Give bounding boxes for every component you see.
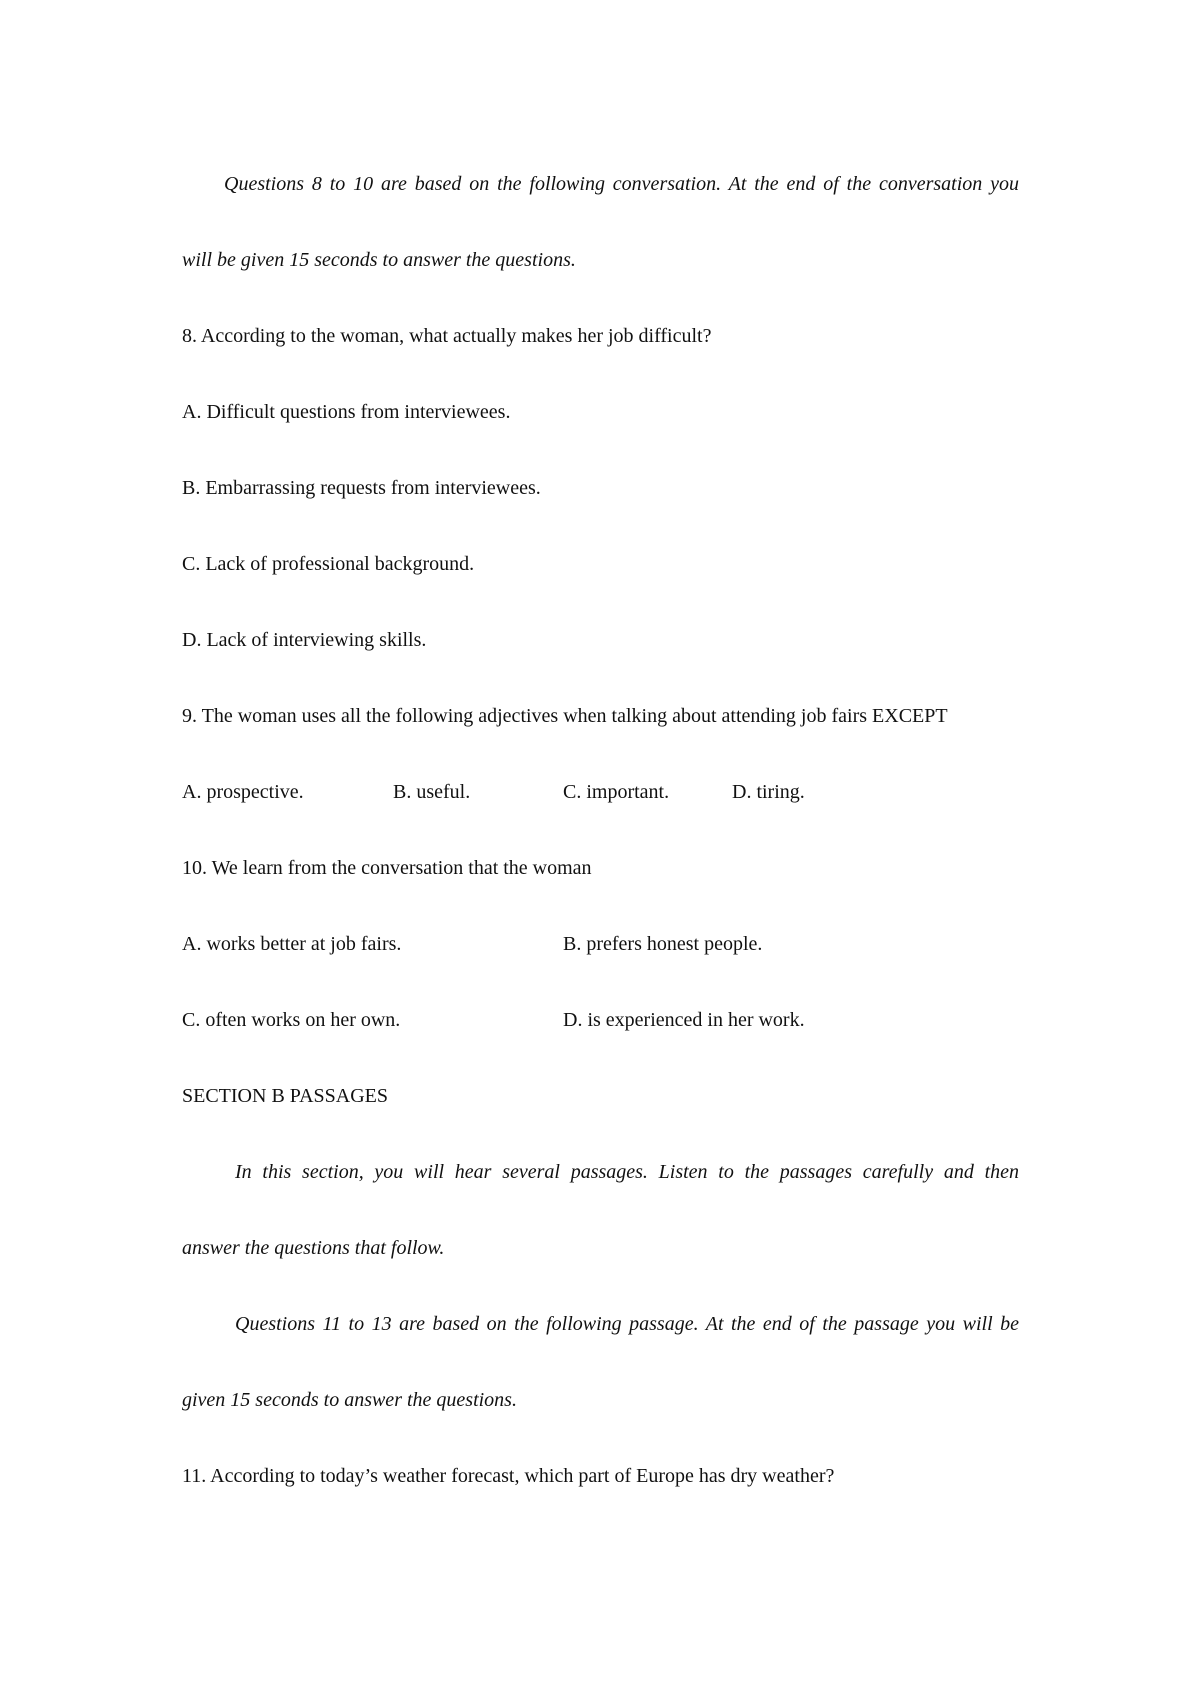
q8-option-b: B. Embarrassing requests from interviewees. [182,477,541,499]
q9-option-d: D. tiring. [732,781,805,803]
q9-option-c: C. important. [563,781,670,803]
q9-option-a: A. prospective. [182,781,304,803]
q9-option-b: B. useful. [393,781,471,803]
question-8: 8. According to the woman, what actually makes her job difficult? [182,325,712,347]
q8-option-a: A. Difficult questions from interviewees. [182,401,511,423]
q8-option-d: D. Lack of interviewing skills. [182,629,427,651]
question-10: 10. We learn from the conversation that the woman [182,857,592,879]
q10-option-b: B. prefers honest people. [563,933,763,955]
q8-option-c: C. Lack of professional background. [182,553,475,575]
intro-8-10-line2: will be given 15 seconds to answer the questions. [182,249,576,271]
q10-option-d: D. is experienced in her work. [563,1009,805,1031]
q10-option-a: A. works better at job fairs. [182,933,402,955]
section-b-instr-line2: answer the questions that follow. [182,1237,445,1259]
question-9: 9. The woman uses all the following adjectives when talking about attending job fairs EXCEPT [182,705,948,727]
question-11: 11. According to today’s weather forecast, which part of Europe has dry weather? [182,1465,835,1487]
intro-11-13-line2: given 15 seconds to answer the questions. [182,1389,517,1411]
section-b-title: SECTION B PASSAGES [182,1085,388,1107]
section-b-instr-line1: In this section, you will hear several passages. Listen to the passages carefully and then [235,1161,1019,1183]
q10-option-c: C. often works on her own. [182,1009,401,1031]
intro-11-13-line1: Questions 11 to 13 are based on the following passage. At the end of the passage you will be [235,1313,1019,1335]
intro-8-10-line1: Questions 8 to 10 are based on the following conversation. At the end of the conversation you [224,173,1019,195]
